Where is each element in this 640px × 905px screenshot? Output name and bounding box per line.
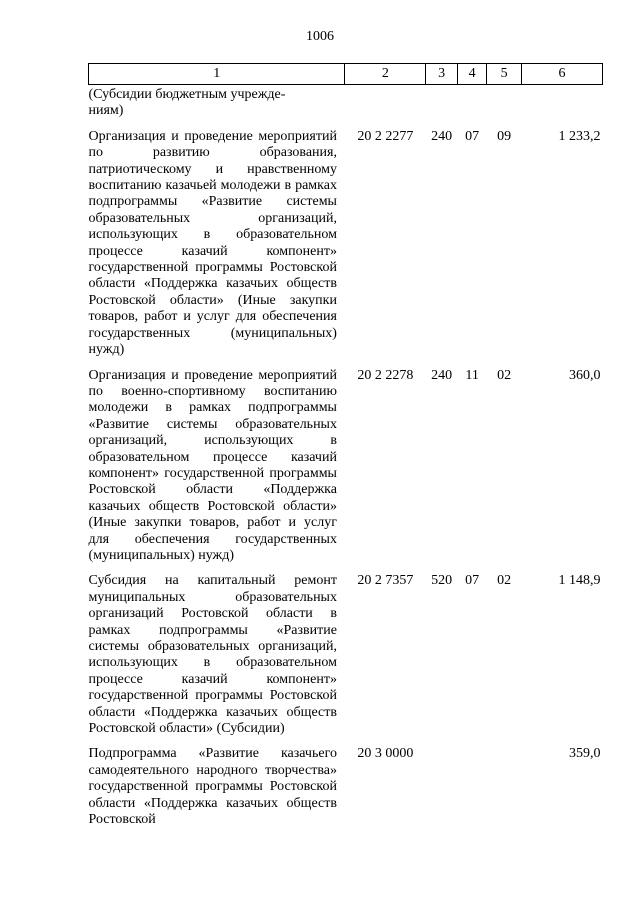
row-section: 07 [465, 573, 480, 589]
row-description: (Субсидии бюджетным учрежде- ниям) [88, 87, 286, 119]
row-section: 07 [465, 128, 480, 144]
table-row [89, 120, 603, 359]
row-expense-type: 520 [431, 573, 453, 589]
header-col-2: 2 [345, 64, 426, 85]
row-code [345, 85, 426, 120]
table-row [89, 737, 603, 828]
header-col-1: 1 [89, 64, 345, 85]
row-amount: 360,0 [569, 367, 601, 383]
row-subsection [487, 737, 522, 828]
row-code: 20 3 0000 [357, 746, 414, 762]
row-description: Организация и проведение мероприятий по военно-спортивному воспитанию молодежи в рамках подпрограммы «Развитие системы образовательных организаций, использующих в образовательном процессе казачий компонент» государственной программы Ростовской области «Поддержка казачьих обществ Ростовской области» (Иные закупки товаров, работ и услуг для обеспечения государственных (муниципальных) нужд) [88, 367, 337, 563]
row-subsection: 09 [497, 128, 512, 144]
row-description: Подпрограмма «Развитие казачьего самодеятельного народного творчества» государственной программы Ростовской области «Поддержка казачьих обществ Ростовской [88, 746, 337, 828]
row-expense-type: 240 [431, 128, 453, 144]
row-amount: 359,0 [569, 746, 601, 762]
row-section [457, 85, 486, 120]
row-description: Организация и проведение мероприятий по развитию образования, патриотическому и нравственному воспитанию казачьей молодежи в рамках подпрограммы «Развитие системы образовательных организаций, использующих в образовательном процессе казачий компонент» государственной программы Ростовской области «Поддержка казачьих обществ Ростовской области» (Иные закупки товаров, работ и услуг для обеспечения государственных (муниципальных) нужд) [88, 128, 337, 358]
table-row [89, 85, 603, 120]
row-expense-type [426, 85, 458, 120]
row-section: 11 [465, 367, 479, 383]
row-subsection [487, 85, 522, 120]
header-col-6: 6 [522, 64, 603, 85]
header-col-5: 5 [487, 64, 522, 85]
row-amount: 1 148,9 [558, 573, 601, 589]
row-code: 20 2 7357 [357, 573, 414, 589]
row-subsection: 02 [497, 367, 512, 383]
row-description: Субсидия на капитальный ремонт муниципальных образовательных организаций Ростовской области в рамках подпрограммы «Развитие системы образовательных организаций, использующих в образовательном процессе казачий компонент» государственной программы Ростовской области «Поддержка казачьих обществ Ростовской области» (Субсидии) [88, 573, 337, 737]
row-amount: 1 233,2 [558, 128, 601, 144]
row-expense-type: 240 [431, 367, 453, 383]
row-section [457, 737, 486, 828]
row-amount [522, 85, 603, 120]
table-row [89, 564, 603, 737]
table-row [89, 359, 603, 565]
table-header-row [89, 64, 603, 85]
page-number: 1006 [306, 29, 334, 44]
row-subsection: 02 [497, 573, 512, 589]
row-expense-type [426, 737, 458, 828]
row-code: 20 2 2278 [357, 367, 414, 383]
row-code: 20 2 2277 [357, 128, 414, 144]
header-col-3: 3 [426, 64, 458, 85]
header-col-4: 4 [457, 64, 486, 85]
budget-table [88, 63, 603, 828]
